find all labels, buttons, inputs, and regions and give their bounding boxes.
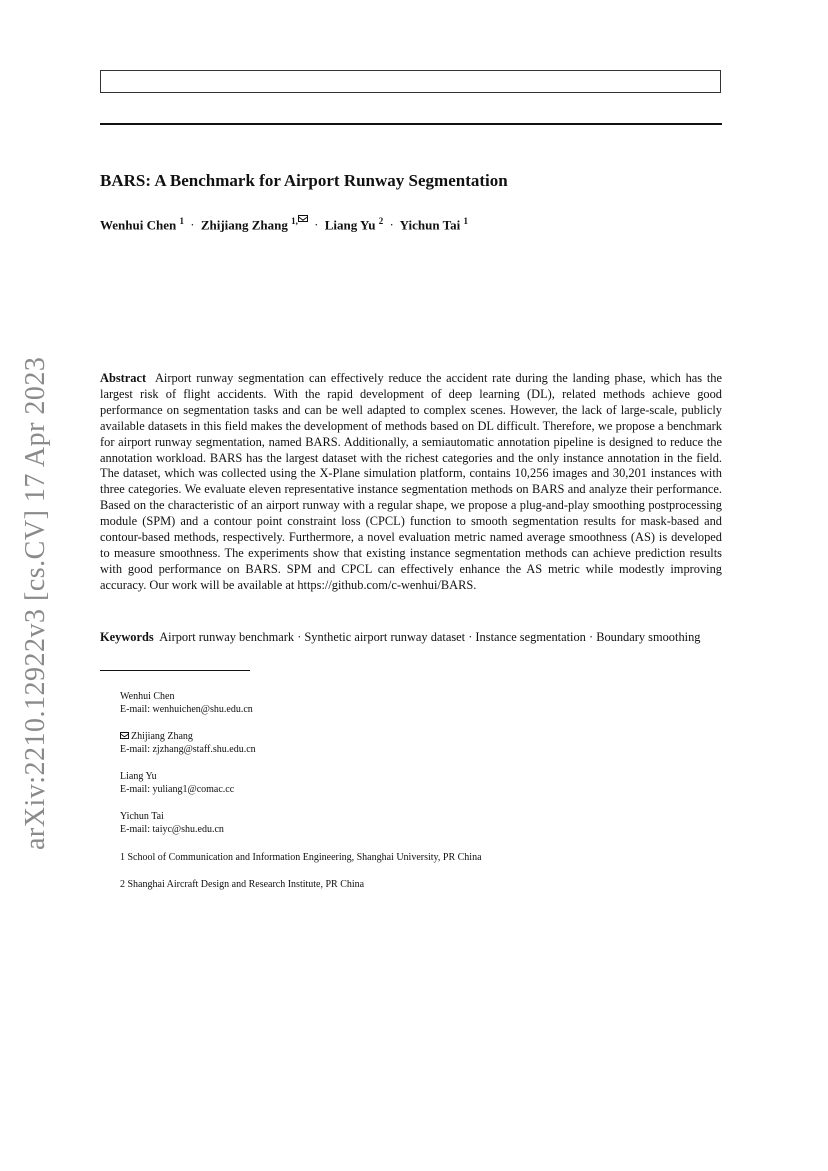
keywords-label: Keywords xyxy=(100,630,154,644)
footnote-affiliation: 2 Shanghai Aircraft Design and Research Institute, PR China xyxy=(120,879,365,890)
author-name: Wenhui Chen xyxy=(100,217,177,233)
paper-title: BARS: A Benchmark for Airport Runway Segmentation xyxy=(100,171,508,190)
footnote-author xyxy=(120,770,234,796)
author-separator: · xyxy=(389,217,394,233)
abstract xyxy=(100,371,722,594)
footnote-author xyxy=(120,730,256,756)
author-list xyxy=(100,212,500,234)
journal-header-box xyxy=(100,70,721,93)
author-affiliation-mark: 1, xyxy=(291,216,298,226)
author-name: Liang Yu xyxy=(324,217,376,233)
keywords-text: Airport runway benchmark · Synthetic airport runway dataset · Instance segmentation · Boundary smoothing xyxy=(159,630,701,644)
author-separator: · xyxy=(314,217,319,233)
abstract-label: Abstract xyxy=(100,371,147,385)
footnote-author xyxy=(120,690,253,716)
footnote-affiliation: 1 School of Communication and Information Engineering, Shanghai University, PR China xyxy=(120,852,482,863)
author-affiliation-mark: 1 xyxy=(179,216,184,226)
footnote-rule xyxy=(100,670,250,671)
author-affiliation-mark: 2 xyxy=(378,216,384,226)
footnote-author-name: Yichun Tai xyxy=(120,811,164,822)
author-separator: · xyxy=(190,217,195,233)
envelope-icon xyxy=(298,215,308,222)
footnote-author xyxy=(120,810,224,836)
footnote-author-email: E-mail: yuliang1@comac.cc xyxy=(120,784,235,795)
author-name: Zhijiang Zhang xyxy=(200,217,288,233)
envelope-icon xyxy=(120,732,129,739)
footnote-author-name: Liang Yu xyxy=(120,771,157,782)
footnote-author-name: Zhijiang Zhang xyxy=(131,731,193,742)
footnote-author-email: E-mail: wenhuichen@shu.edu.cn xyxy=(120,704,253,715)
footnote-author-email: E-mail: zjzhang@staff.shu.edu.cn xyxy=(120,744,256,755)
author-name: Yichun Tai xyxy=(399,217,461,233)
keywords xyxy=(100,630,722,646)
header-rule xyxy=(100,123,722,125)
arxiv-stamp: arXiv:2210.12922v3 [cs.CV] 17 Apr 2023 xyxy=(20,356,51,850)
footnote-author-email: E-mail: taiyc@shu.edu.cn xyxy=(120,824,224,835)
footnote-author-name: Wenhui Chen xyxy=(120,691,175,702)
author-affiliation-mark: 1 xyxy=(463,216,468,226)
abstract-text: Airport runway segmentation can effectively reduce the accident rate during the landing phase, which has the largest risk of flight accidents. With the rapid development of deep learning (DL), related methods achieve good performance on segmentation tasks and can be well adapted to complex scenes. However, the lack of large-scale, publicly available datasets in this field makes the development of methods based on DL difficult. Therefore, we propose a benchmark for airport runway segmentation, named BARS. Additionally, a semiautomatic annotation pipeline is designed to reduce the annotation workload. BARS has the largest dataset with the richest categories and the only instance annotation in the field. The dataset, which was collected using the X-Plane simulation platform, contains 10,256 images and 30,201 instances with three categories. We evaluate eleven representative instance segmentation methods on BARS and analyze their performance. Based on the characteristic of an airport runway with a regular shape, we propose a plug-and-play smoothing postprocessing module (SPM) and a contour point constraint loss (CPCL) function to smooth segmentation results for mask-based and contour-based methods, respectively. Furthermore, a novel evaluation metric named average smoothness (AS) is developed to measure smoothness. The experiments show that existing instance segmentation methods can achieve prediction results with good performance on BARS. SPM and CPCL can effectively enhance the AS metric while modestly improving accuracy. Our work will be available at https://github.com/c-wenhui/BARS. xyxy=(100,371,723,592)
